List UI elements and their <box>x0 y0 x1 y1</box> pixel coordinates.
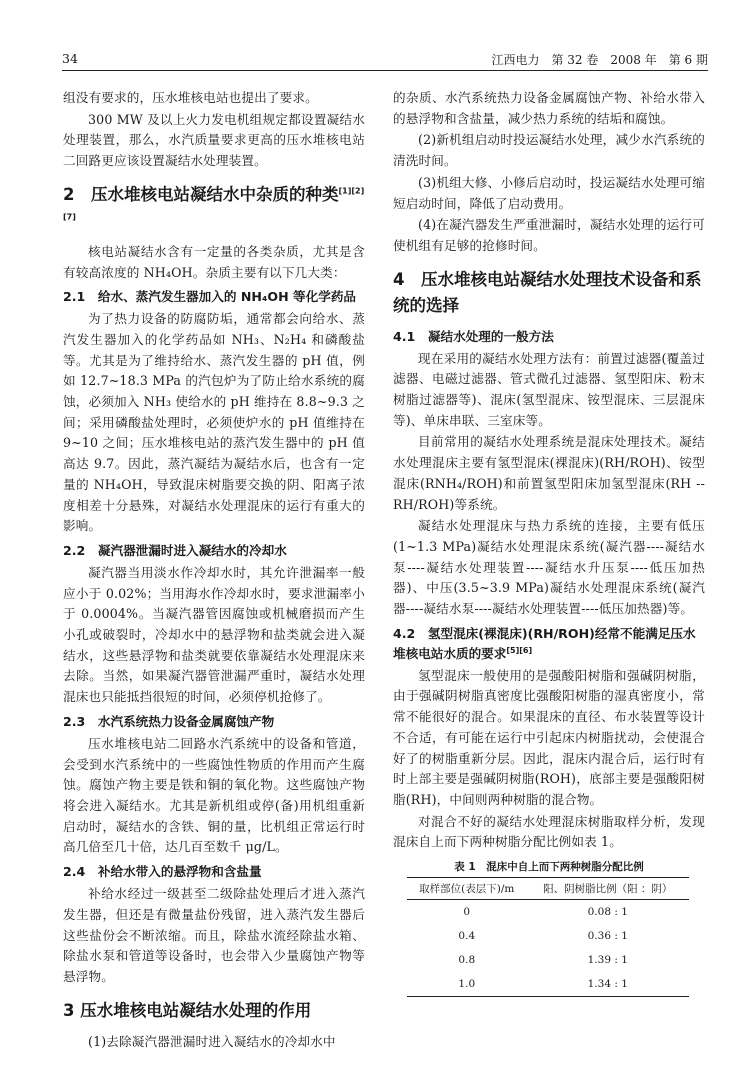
journal-info: 江西电力 第 32 卷 2008 年 第 6 期 <box>491 53 708 67</box>
paragraph: 补给水经过一级甚至二级除盐处理后才进入蒸汽发生器，但还是有微量盐份残留，进入蒸汽发生器后这些盐份会不断浓缩。而且，除盐水流经除盐水箱、除盐水泵和管道等设备时，也会带入少量腐蚀产物等悬浮物。 <box>63 886 365 984</box>
table-cell: 1.39 : 1 <box>587 954 628 967</box>
subsection-2-3-heading: 2.3 水汽系统热力设备金属腐蚀产物 <box>63 713 275 729</box>
table-cell: 1.0 <box>407 972 527 997</box>
subsection-2-2-heading: 2.2 凝汽器泄漏时进入凝结水的冷却水 <box>63 542 287 558</box>
list-item: 的杂质、水汽系统热力设备金属腐蚀产物、补给水带入的悬浮物和含盐量，减少热力系统的结垢和腐蚀。 <box>393 90 705 126</box>
paragraph: 300 MW 及以上火力发电机组规定都设置凝结水处理装置，那么，水汽质量要求更高的压水堆核电站二回路更应该设置凝结水处理装置。 <box>63 111 365 169</box>
section-4-heading: 4 压水堆核电站凝结水处理技术设备和系统的选择 <box>393 269 702 315</box>
citation: [1][2][7] <box>63 186 365 222</box>
page-header <box>62 45 708 71</box>
right-column <box>393 88 705 997</box>
header-rule <box>62 70 708 71</box>
table-cell: 1.34 : 1 <box>527 972 689 997</box>
subsection-2-1-heading: 2.1 给水、蒸汽发生器加入的 NH₄OH 等化学药品 <box>63 289 357 305</box>
paragraph: 压水堆核电站二回路水汽系统中的设备和管道，会受到水汽系统中的一些腐蚀性物质的作用而产生腐蚀。腐蚀产物主要是铁和铜的氧化物。这些腐蚀产物将会进入凝结水。尤其是新机组或停(备)用机组重新启动时，凝结水的含铁、铜的量，比机组正常运行时高几倍至几十倍，达几百至数千 μg/L。 <box>63 735 365 855</box>
list-item: (4)在凝汽器发生严重泄漏时，凝结水处理的运行可使机组有足够的抢修时间。 <box>393 217 705 253</box>
table-row <box>407 900 689 925</box>
paragraph: 为了热力设备的防腐防垢，通常都会向给水、蒸汽发生器加入的化学药品如 NH₃、N₂H₄ 和磷酸盐等。尤其是为了维持给水、蒸汽发生器的 pH 值，例如 12.7~18.3 MPa 的汽包炉为了防止给水系统的腐蚀，必须加入 NH₃ 使给水的 pH 维持在 8.8~9.3 之间；采用磷酸盐处理时，必须使炉水的 pH 值维持在 9~10 之间；压水堆核电站的蒸汽发生器中的 pH 值高达 9.7。因此，蒸汽凝结为凝结水后，也含有一定量的 NH₄OH，导致混床树脂要交换的阴、阳离子浓度相差十分悬殊，对凝结水处理混床的运行有重大的影响。 <box>63 311 365 534</box>
table-cell: 0.08 : 1 <box>587 906 628 919</box>
table-cell: 0 <box>463 906 471 919</box>
table-row <box>407 924 689 948</box>
page-number: 34 <box>62 51 78 66</box>
paragraph: 凝结水处理混床与热力系统的连接，主要有低压(1~1.3 MPa)凝结水处理混床系统(凝汽器----凝结水泵----凝结水处理装置----凝结水升压泵----低压加热器)、中压(3.5~3.9 MPa)凝结水处理混床系统(凝汽器----凝结水泵----凝结水处理装置----低压加热器)等。 <box>393 518 705 617</box>
table-row <box>407 972 689 997</box>
subsection-4-2-heading <box>393 624 705 664</box>
paragraph: 对混合不好的凝结水处理混床树脂取样分析，发现混床自上而下两种树脂分配比例如表 1。 <box>393 813 705 850</box>
paragraph: 氢型混床一般使用的是强酸阳树脂和强碱阴树脂，由于强碱阴树脂真密度比强酸阳树脂的湿真密度小，常常不能很好的混合。如果混床的直径、布水装置等设计不合适，有可能在运行中引起床内树脂扰动，会使混合好了的树脂重新分层。因此，混床内混合后，运行时有时上部主要是强碱阴树脂(ROH)，底部主要是强酸阳树脂(RH)，中间则两种树脂的混合物。 <box>393 667 705 807</box>
subsection-title: 4.2 氢型混床(裸混床)(RH/ROH)经常不能满足压水堆核电站水质的要求 <box>393 625 696 661</box>
section-title: 2 压水堆核电站凝结水中杂质的种类 <box>63 184 339 204</box>
table-row <box>407 948 689 972</box>
list-item: (2)新机组启动时投运凝结水处理，减少水汽系统的清洗时间。 <box>393 132 705 169</box>
paragraph: 现在采用的凝结水处理方法有：前置过滤器(覆盖过滤器、电磁过滤器、管式微孔过滤器、氢型阳床、粉末树脂过滤器等)、混床(氢型混床、铵型混床、三层混床等)、单床串联、三室床等。 <box>393 350 705 428</box>
section-3-heading: 3 压水堆核电站凝结水处理的作用 <box>63 1000 312 1020</box>
column-header: 阳、阴树脂比例（阳 ：阴） <box>527 878 689 900</box>
subsection-4-1-heading: 4.1 凝结水处理的一般方法 <box>393 328 554 344</box>
left-column <box>63 88 365 1053</box>
section-2-heading <box>63 182 365 234</box>
list-item: (3)机组大修、小修后启动时，投运凝结水处理可缩短启动时间，降低了启动费用。 <box>393 174 705 211</box>
paragraph: 凝汽器当用淡水作冷却水时，其允许泄漏率一般应小于 0.02%；当用海水作冷却水时，要求泄漏率小于 0.0004%。当凝汽器管因腐蚀或机械磨损而产生小孔或破裂时，冷却水中的悬浮物和盐类就会进入凝结水，这些悬浮物和盐类就要依靠凝结水处理混床来去除。当然，如果凝汽器管泄漏严重时，凝结水处理混床也只能抵挡很短的时间，必须停机抢修了。 <box>63 564 365 705</box>
table-cell: 0.4 <box>458 930 476 943</box>
table-cell: 0.36 : 1 <box>587 930 628 943</box>
paragraph: 目前常用的凝结水处理系统是混床处理技术。凝结水处理混床主要有氢型混床(裸混床)(RH/ROH)、铵型混床(RNH₄/ROH)和前置氢型阳床加氢型混床(RH --RH/ROH)等系统。 <box>393 434 705 512</box>
paragraph: 组没有要求的，压水堆核电站也提出了要求。 <box>63 90 318 105</box>
subsection-2-4-heading: 2.4 补给水带入的悬浮物和含盐量 <box>63 864 262 880</box>
paragraph: 核电站凝结水含有一定量的各类杂质，尤其是含有较高浓度的 NH₄OH。杂质主要有以下几大类： <box>63 243 365 280</box>
citation: [5][6] <box>506 645 533 655</box>
column-header: 取样部位(表层下)/m <box>407 878 527 900</box>
list-item: (1)去除凝汽器泄漏时进入凝结水的冷却水中 <box>88 1033 336 1049</box>
resin-ratio-table <box>407 877 689 997</box>
table-header-row <box>407 878 689 900</box>
table-cell: 0.8 <box>458 954 476 967</box>
table-caption: 表 1 混床中自上而下两种树脂分配比例 <box>454 861 644 874</box>
